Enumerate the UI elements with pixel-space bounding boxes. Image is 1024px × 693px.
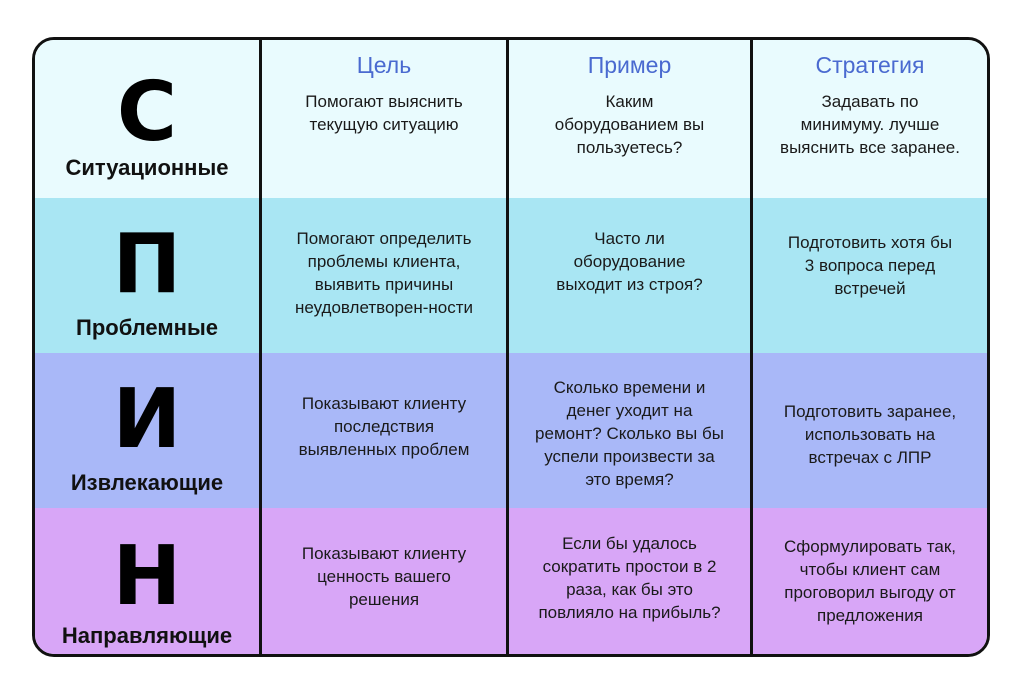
column-header-example: Пример <box>587 52 672 78</box>
goal-cell <box>259 198 506 353</box>
strategy-cell <box>750 198 987 353</box>
goal-cell <box>259 40 506 198</box>
row-name: Направляющие <box>61 623 233 648</box>
goal-cell <box>259 353 506 508</box>
example-cell <box>506 508 750 654</box>
row-name: Извлекающие <box>70 470 224 495</box>
row-name: Проблемные <box>76 315 218 340</box>
goal-text: Помогают определить проблемы клиента, выявить причины неудовлетворен-ности <box>294 229 474 317</box>
example-text: Если бы удалось сократить простои в 2 раза, как бы это повлияло на прибыль? <box>538 534 721 622</box>
strategy-text: Подготовить хотя бы 3 вопроса перед встречей <box>787 233 953 298</box>
row-directing-label <box>35 508 259 654</box>
letter-n: Н <box>112 529 182 624</box>
goal-cell <box>259 508 506 654</box>
example-cell <box>506 353 750 508</box>
strategy-cell <box>750 508 987 654</box>
row-name: Ситуационные <box>65 155 229 180</box>
example-cell <box>506 198 750 353</box>
row-situational-label <box>35 40 259 198</box>
letter-s: С <box>116 65 178 160</box>
spin-table <box>32 37 990 657</box>
example-cell <box>506 40 750 198</box>
strategy-text: Подготовить заранее, использовать на встречах с ЛПР <box>783 402 957 467</box>
row-problem-label <box>35 198 259 353</box>
letter-i: И <box>112 372 182 467</box>
strategy-cell <box>750 40 987 198</box>
goal-text: Показывают клиенту последствия выявленных проблем <box>298 394 470 459</box>
column-header-strategy: Стратегия <box>815 52 925 78</box>
strategy-cell <box>750 353 987 508</box>
letter-p: П <box>112 217 182 312</box>
strategy-text: Сформулировать так, чтобы клиент сам проговорил выгоду от предложения <box>783 537 956 625</box>
goal-text: Помогают выяснить текущую ситуацию <box>305 92 463 134</box>
column-header-goal: Цель <box>356 52 412 78</box>
example-text: Сколько времени и денег уходит на ремонт? Сколько вы бы успели произвести за это время? <box>535 378 724 489</box>
example-text: Часто ли оборудование выходит из строя? <box>556 229 703 294</box>
goal-text: Показывают клиенту ценность вашего решения <box>301 544 467 609</box>
strategy-text: Задавать по минимуму. лучше выяснить все заранее. <box>780 92 960 157</box>
example-text: Каким оборудованием вы пользуетесь? <box>554 92 705 157</box>
row-extracting-label <box>35 353 259 508</box>
